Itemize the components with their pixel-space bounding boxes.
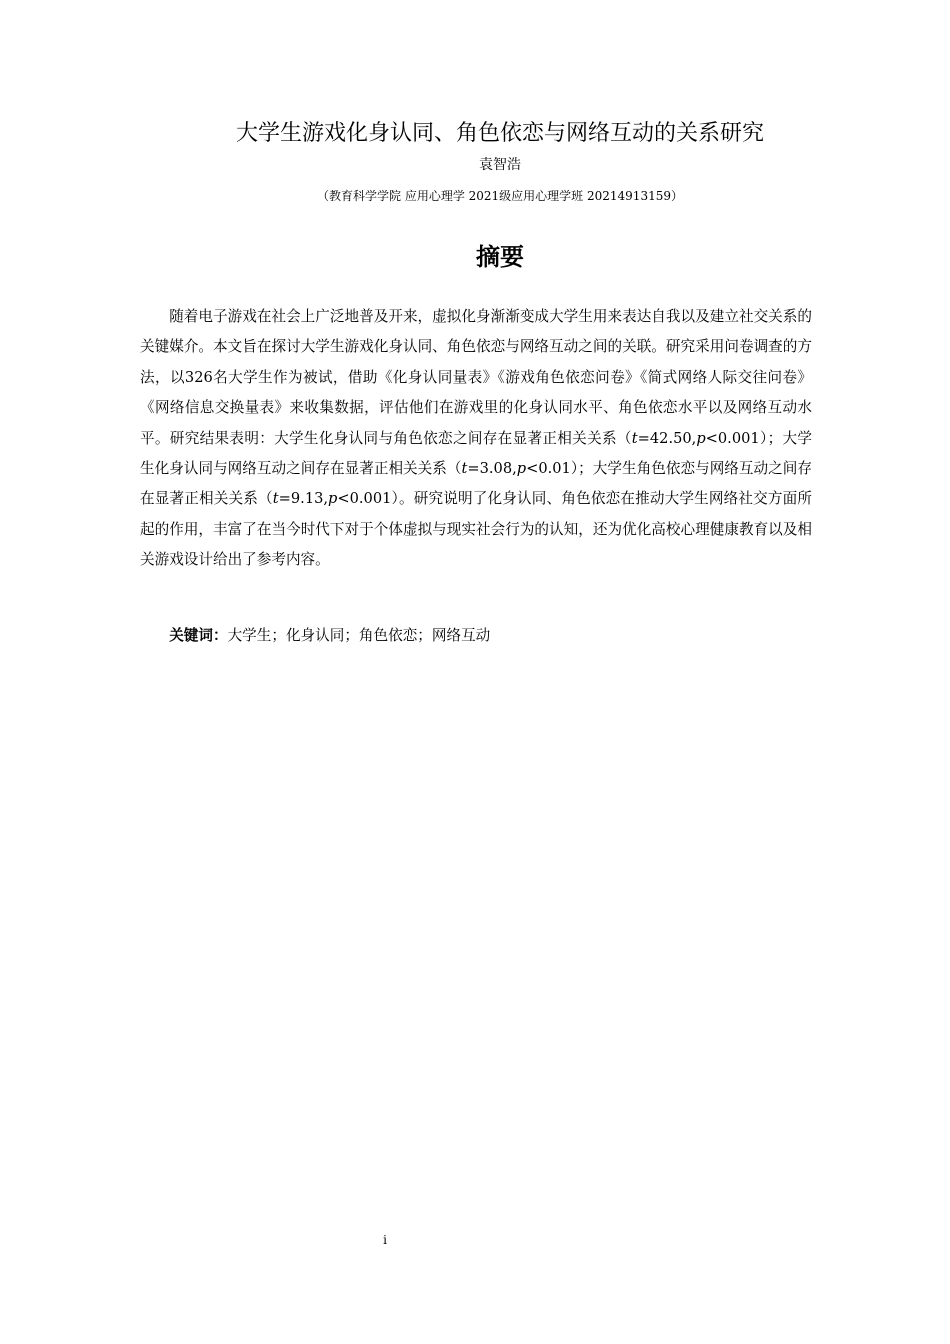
stat-p-symbol: p	[516, 460, 527, 478]
keywords-label: 关键词：	[169, 627, 228, 644]
stat-t-symbol: t	[461, 460, 468, 478]
stat-t-value: =42.50,	[637, 429, 697, 447]
keywords-line	[140, 623, 812, 649]
abstract-heading: 摘要	[476, 243, 524, 271]
stat-p-symbol: p	[328, 490, 338, 508]
abstract-text: <0.01）；大学生角色依恋与网络互动之间存在显著正相关关系（	[140, 460, 812, 508]
stat-t-value: =9.13,	[278, 490, 329, 508]
stat-t-symbol: t	[631, 429, 638, 447]
author-affiliation: （教育科学学院 应用心理学 2021级应用心理学班 20214913159）	[317, 189, 683, 203]
stat-t-value: =3.08,	[467, 460, 517, 478]
abstract-text: <0.001）；大学生化身认同与网络互动之间存在显著正相关关系（	[140, 429, 812, 478]
stat-p-symbol: p	[696, 429, 706, 447]
abstract-paragraph	[140, 302, 812, 576]
paper-title: 大学生游戏化身认同、角色依恋与网络互动的关系研究	[235, 121, 764, 146]
stat-t-symbol: t	[272, 490, 279, 508]
abstract-text: <0.001）。研究说明了化身认同、角色依恋在推动大学生网络社交方面所起的作用，丰富了在当今时代下对于个体虚拟与现实社会行为的认知，还为优化高校心理健康教育以及相关游戏设计给出了参考内容。	[140, 490, 812, 569]
author-name: 袁智浩	[479, 157, 521, 173]
abstract-text: 随着电子游戏在社会上广泛地普及开来，虚拟化身渐渐变成大学生用来表达自我以及建立社交关系的关键媒介。本文旨在探讨大学生游戏化身认同、角色依恋与网络互动之间的关联。研究采用问卷调查的方法，以326名大学生作为被试，借助《化身认同量表》《游戏角色依恋问卷》《简式网络人际交往问卷》《网络信息交换量表》来收集数据，评估他们在游戏里的化身认同水平、角色依恋水平以及网络互动水平。研究结果表明：大学生化身认同与角色依恋之间存在显著正相关关系（	[140, 308, 812, 447]
page-number: i	[383, 1233, 387, 1247]
keywords-list: 大学生；化身认同；角色依恋；网络互动	[227, 627, 491, 644]
